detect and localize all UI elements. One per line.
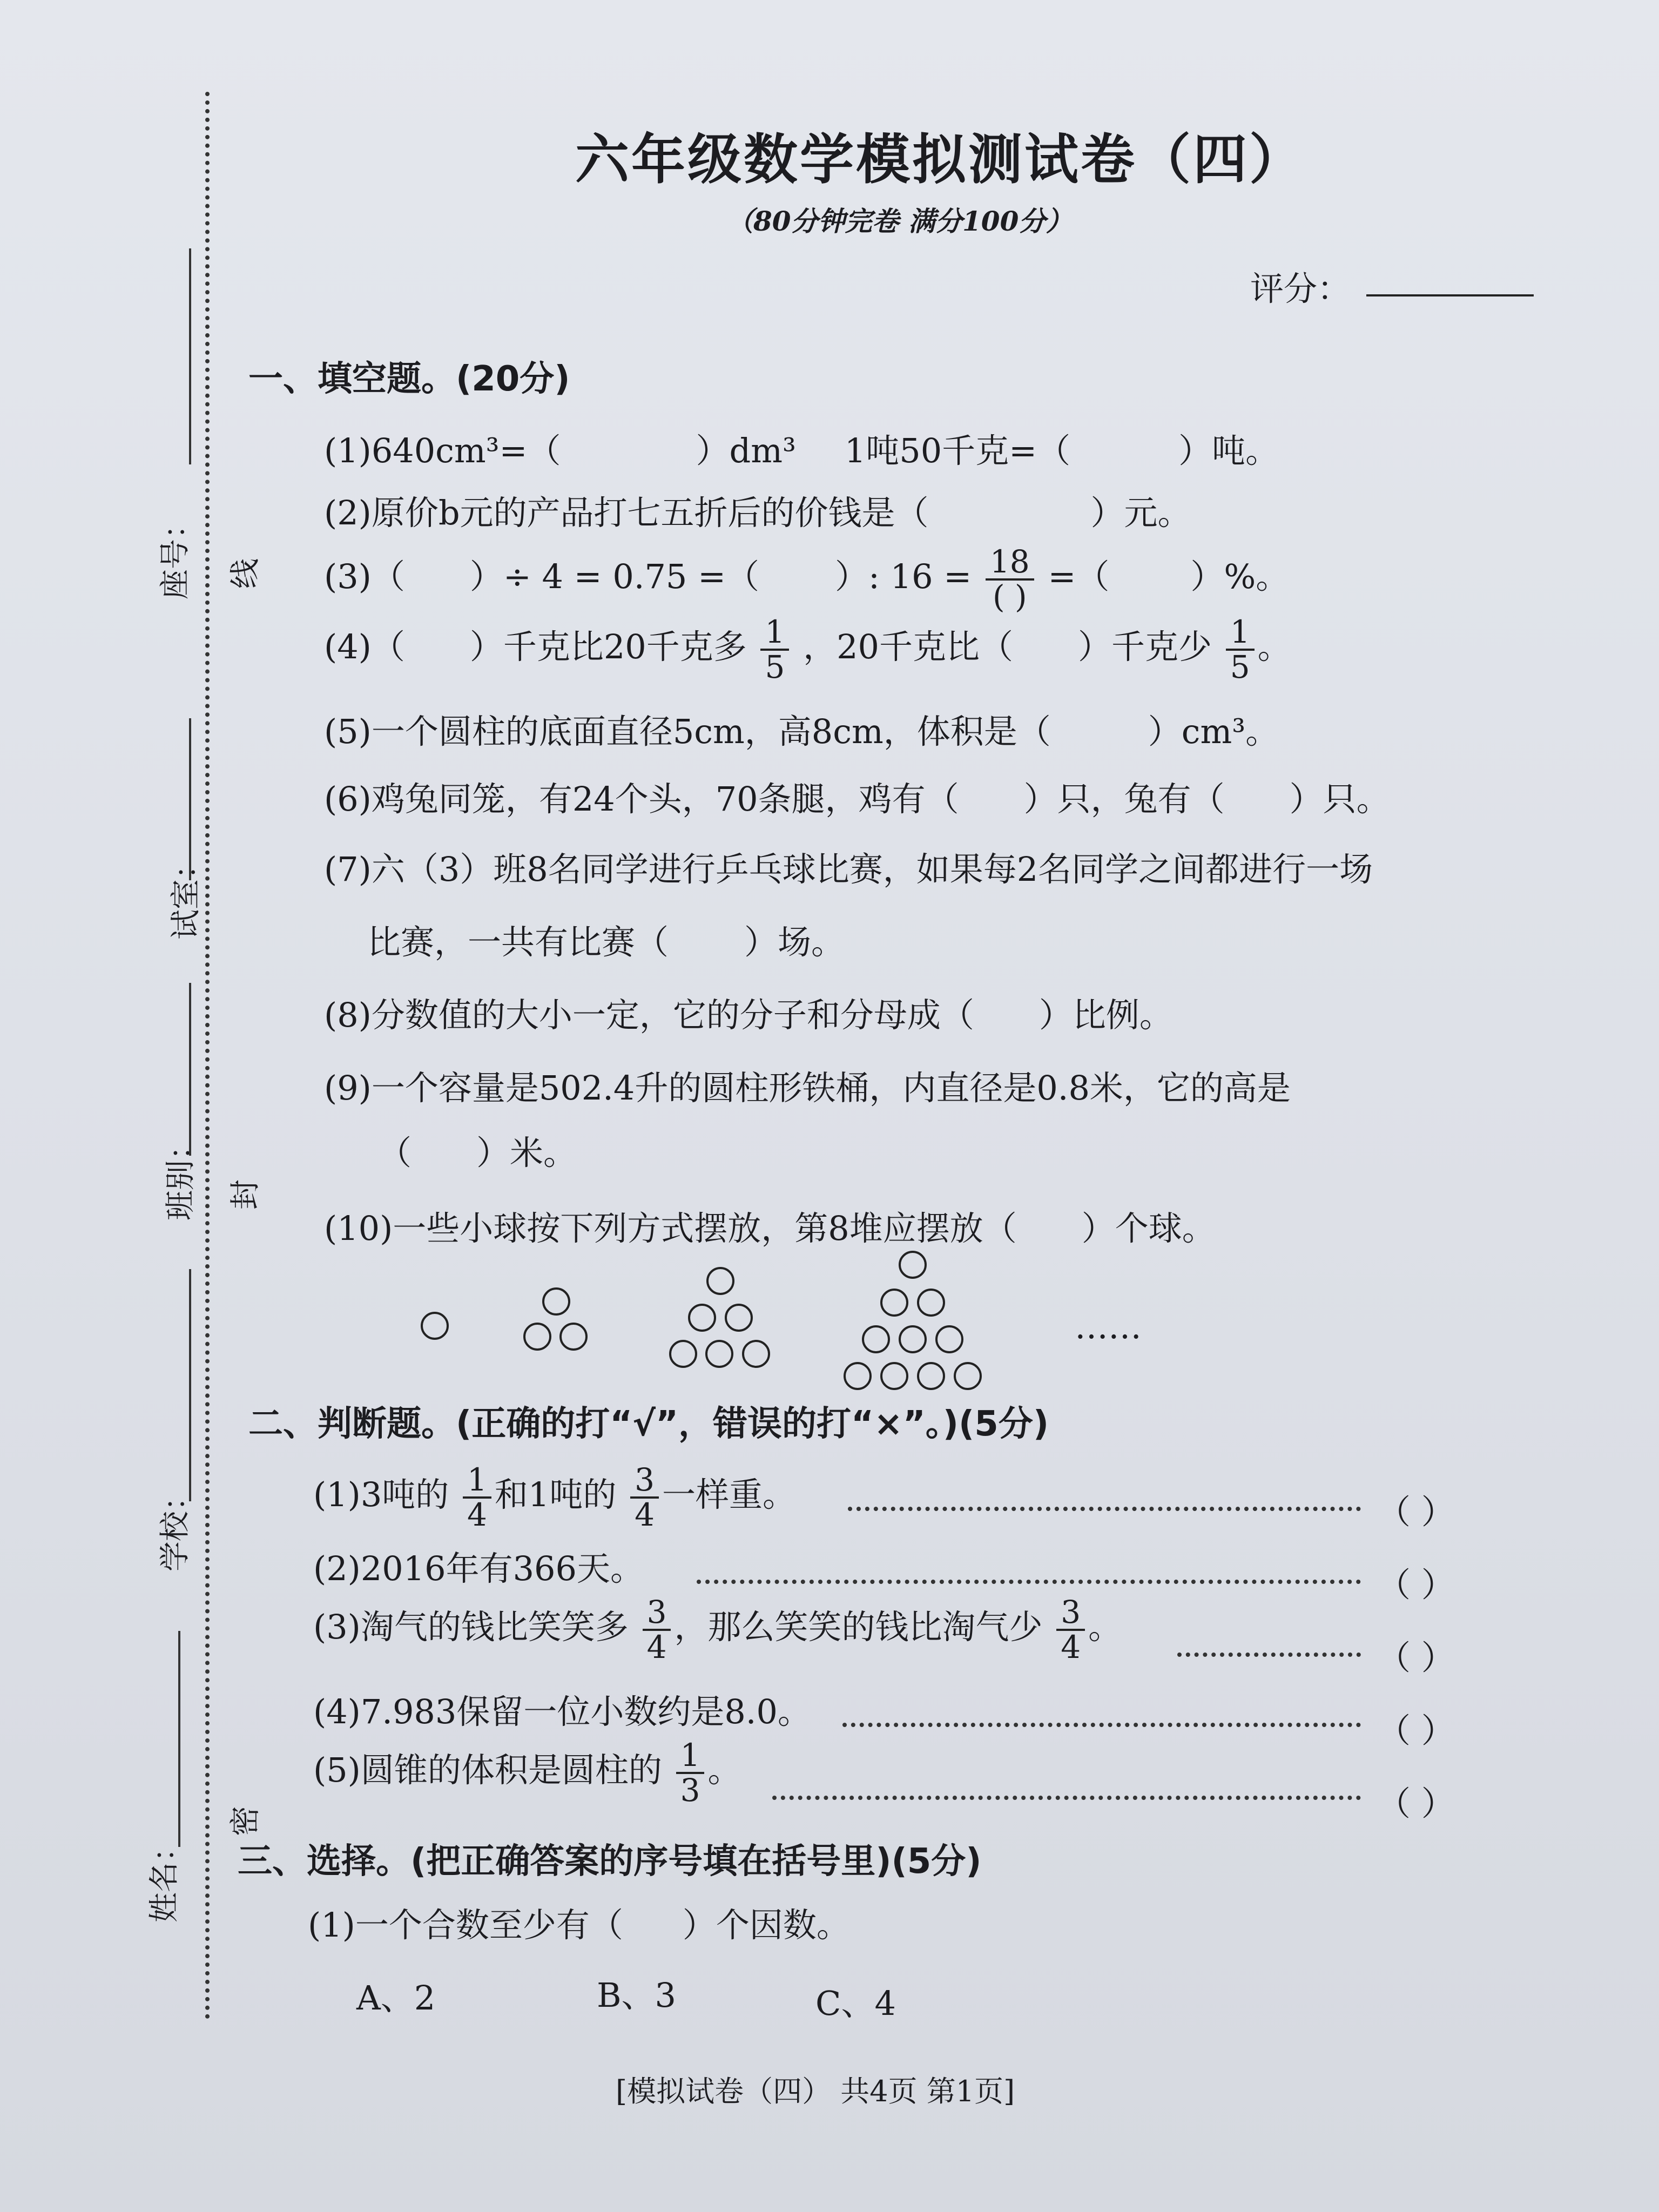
judge-item-3: (3)淘气的钱比笑笑多 $\frac{3}{4}$ ，那么笑笑的钱比淘气少 $\frac{3}{4}$ 。 [313, 1594, 1122, 1665]
ball-pile-figure [410, 1242, 1166, 1404]
leader-dots-5 [772, 1796, 1361, 1800]
option-a[interactable]: A、2 [356, 1978, 436, 2018]
section2-heading: 二、判断题。(正确的打“√”，错误的打“×”。)(5分) [248, 1404, 1049, 1444]
answer-paren-3[interactable]: （ ） [1377, 1638, 1455, 1677]
question-1-1: (1)640cm³=（ ）dm³ 1吨50千克=（ ）吨。 [324, 431, 1279, 470]
choice-question-1: (1)一个合数至少有（ ）个因数。 [308, 1905, 850, 1945]
question-1-9-line1: (9)一个容量是502.4升的圆柱形铁桶，内直径是0.8米，它的高是 [324, 1068, 1291, 1108]
section3-heading: 三、选择。(把正确答案的序号填在括号里)(5分) [238, 1842, 982, 1881]
judge-item-5: (5)圆锥的体积是圆柱的 $\frac{1}{3}$ 。 [313, 1737, 741, 1809]
leader-dots-1 [848, 1507, 1361, 1511]
judge-item-4: (4)7.983保留一位小数约是8.0。 [313, 1692, 811, 1731]
answer-paren-5[interactable]: （ ） [1377, 1784, 1455, 1823]
school-field-line [189, 1269, 191, 1501]
leader-dots-2 [697, 1580, 1361, 1584]
leader-dots-3 [1177, 1653, 1361, 1657]
answer-paren-1[interactable]: （ ） [1377, 1492, 1455, 1532]
room-field-line [189, 718, 191, 880]
fraction-18: $\frac{18}{( )}$ [986, 545, 1034, 613]
binding-mark-line: 线 [228, 558, 263, 589]
pile-1 [422, 1313, 448, 1339]
question-1-7-line2: 比赛，一共有比赛（ ）场。 [367, 922, 845, 962]
question-1-3: (3)（ ）÷ 4 = 0.75 =（ ）: 16 = $\frac{18}{( )}$ =（ ）%。 [324, 543, 1290, 615]
school-label: 学校： [158, 1481, 193, 1572]
page-title: 六年级数学模拟测试卷（四） [575, 127, 1305, 191]
name-field-line [178, 1631, 180, 1847]
question-1-9-line2: （ ）米。 [378, 1133, 577, 1172]
question-1-10: (10)一些小球按下列方式摆放，第8堆应摆放（ ）个球。 [324, 1209, 1216, 1248]
pile-3 [670, 1268, 769, 1367]
seat-label: 座号： [158, 509, 193, 599]
binding-mark-seal: 封 [228, 1179, 263, 1210]
score-field[interactable] [1366, 294, 1534, 296]
leader-dots-4 [842, 1723, 1361, 1727]
fraction-one-fifth-2: $\frac{1}{5}$ [1226, 616, 1255, 684]
class-label: 班别： [163, 1130, 198, 1220]
seat-field-line [189, 248, 191, 464]
question-1-6: (6)鸡兔同笼，有24个头，70条腿，鸡有（ ）只，兔有（ ）只。 [324, 779, 1390, 819]
name-label: 姓名： [147, 1832, 182, 1923]
pile-2 [524, 1289, 586, 1350]
option-b[interactable]: B、3 [597, 1975, 677, 2015]
question-1-7-line1: (7)六（3）班8名同学进行乒乓球比赛，如果每2名同学之间都进行一场 [324, 849, 1373, 889]
pile-4 [845, 1252, 981, 1389]
class-field-line [189, 983, 191, 1156]
score-label: 评分： [1250, 269, 1351, 308]
question-1-5: (5)一个圆柱的底面直径5cm，高8cm，体积是（ ）cm³。 [324, 712, 1279, 751]
ball-pile-ellipsis: …… [1075, 1307, 1142, 1346]
question-1-4: (4)（ ）千克比20千克多 $\frac{1}{5}$ ，20千克比（ ）千克少 $\frac{1}{5}$ 。 [324, 613, 1291, 685]
page-subtitle: （80分钟完卷 满分100分） [726, 205, 1073, 237]
question-1-2: (2)原价b元的产品打七五折后的价钱是（ ）元。 [324, 493, 1191, 532]
binding-dotted-line [205, 92, 210, 2020]
page-footer: [模拟试卷（四） 共4页 第1页] [616, 2074, 1015, 2108]
answer-paren-2[interactable]: （ ） [1377, 1565, 1455, 1604]
judge-item-1: (1)3吨的 $\frac{1}{4}$ 和1吨的 $\frac{3}{4}$ 一样重。 [313, 1461, 796, 1533]
section1-heading: 一、填空题。(20分) [248, 359, 570, 399]
room-label: 试室： [168, 849, 204, 940]
binding-mark-secret: 密 [228, 1806, 263, 1836]
fraction-one-fifth: $\frac{1}{5}$ [760, 616, 789, 684]
answer-paren-4[interactable]: （ ） [1377, 1711, 1455, 1750]
question-1-8: (8)分数值的大小一定，它的分子和分母成（ ）比例。 [324, 995, 1173, 1035]
judge-item-2: (2)2016年有366天。 [313, 1549, 644, 1588]
option-c[interactable]: C、4 [815, 1984, 896, 2023]
